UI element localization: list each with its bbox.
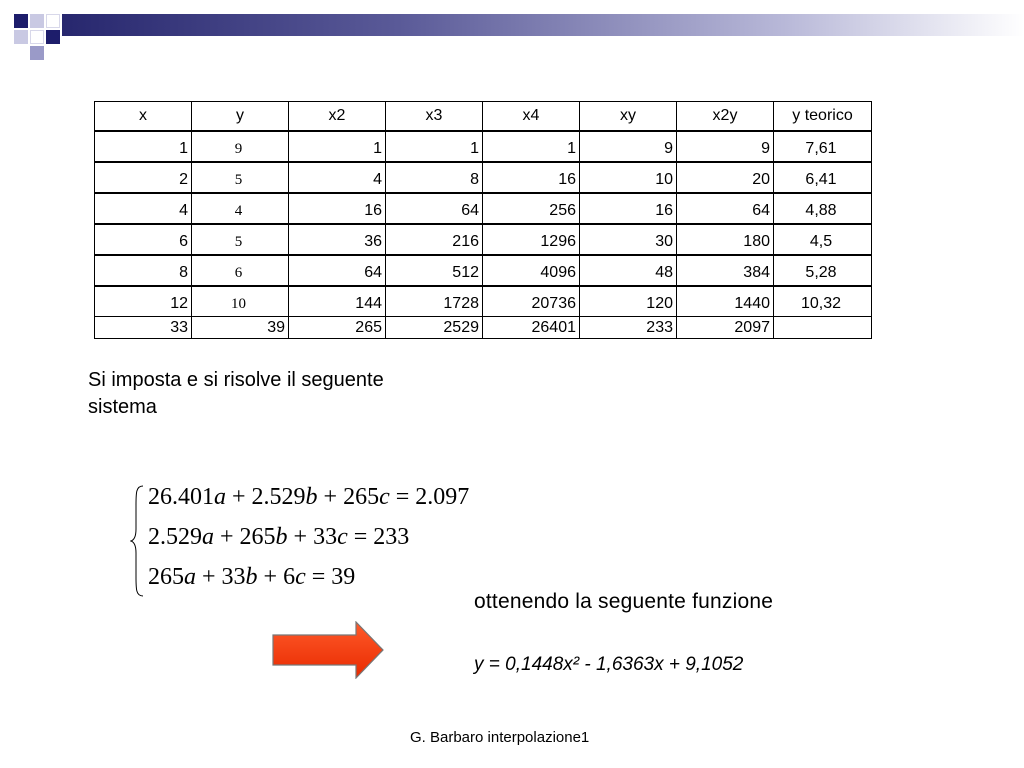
var-a: a — [202, 524, 214, 550]
table-cell: 265 — [289, 316, 386, 338]
table-row — [95, 130, 871, 161]
table-cell: 48 — [580, 254, 677, 285]
table-cell: 144 — [289, 285, 386, 316]
eq3-rhs: 39 — [331, 564, 356, 590]
left-brace-icon — [130, 485, 144, 597]
table-cell: 16 — [483, 161, 580, 192]
var-b: b — [245, 564, 258, 590]
table-cell: 1728 — [386, 285, 483, 316]
header-y-teorico: y teorico — [792, 107, 853, 124]
table-cell: 33 — [95, 316, 192, 338]
var-b: b — [305, 484, 318, 510]
header-square — [30, 46, 44, 60]
table-cell: 4 — [95, 192, 192, 223]
table-cell: 1 — [95, 130, 192, 161]
table-cell: 6,41 — [774, 161, 871, 192]
header-square — [46, 14, 60, 28]
header-y: y — [192, 102, 289, 130]
table-cell: 16 — [289, 192, 386, 223]
table-totals-row — [95, 316, 871, 338]
table-cell: 8 — [95, 254, 192, 285]
table-cell: 4 — [289, 161, 386, 192]
slide-footer: G. Barbaro interpolazione1 — [410, 729, 590, 746]
eq1-coef-b: 2.529 — [251, 484, 306, 510]
equation-3: 265a + 33b + 6c = 39 — [148, 564, 356, 590]
eq2-rhs: 233 — [373, 524, 410, 550]
table-row — [95, 285, 871, 316]
table-cell: 233 — [580, 316, 677, 338]
table-cell: 256 — [483, 192, 580, 223]
header-square — [30, 14, 44, 28]
data-table — [94, 101, 872, 339]
table-cell: 1 — [386, 130, 483, 161]
header-x4: x4 — [483, 102, 580, 130]
table-row — [95, 192, 871, 223]
table-cell: 7,61 — [774, 130, 871, 161]
table-cell: 9 — [580, 130, 677, 161]
result-label: ottenendo la seguente funzione — [474, 590, 774, 613]
eq3-coef-b: 33 — [221, 564, 246, 590]
header-gradient-bar — [62, 14, 1024, 36]
table-cell: 384 — [677, 254, 774, 285]
header-xy: xy — [580, 102, 677, 130]
table-row — [95, 254, 871, 285]
table-cell: 9 — [677, 130, 774, 161]
table-cell: 180 — [677, 223, 774, 254]
table-cell: 10 — [580, 161, 677, 192]
equation-1: 26.401a + 2.529b + 265c = 2.097 — [148, 484, 470, 510]
eq2-coef-c: 33 — [313, 524, 338, 550]
table-cell: 36 — [289, 223, 386, 254]
table-cell: 30 — [580, 223, 677, 254]
table-cell: 20736 — [483, 285, 580, 316]
table-cell: 64 — [289, 254, 386, 285]
right-arrow-icon — [272, 621, 384, 679]
header-x2: x2 — [289, 102, 386, 130]
table-cell: 2097 — [677, 316, 774, 338]
header-square — [14, 30, 28, 44]
table-cell: 4 — [192, 192, 289, 223]
var-c: c — [379, 484, 390, 510]
table-cell: 1 — [483, 130, 580, 161]
var-a: a — [184, 564, 196, 590]
table-cell: 6 — [192, 254, 289, 285]
table-cell: 5,28 — [774, 254, 871, 285]
var-c: c — [337, 524, 348, 550]
table-cell: 64 — [677, 192, 774, 223]
table-cell — [774, 316, 871, 338]
table-cell: 5 — [192, 161, 289, 192]
table-cell: 20 — [677, 161, 774, 192]
system-description: Si imposta e si risolve il seguente sistema — [88, 369, 384, 418]
table-cell: 39 — [192, 316, 289, 338]
equation-2: 2.529a + 265b + 33c = 233 — [148, 524, 410, 550]
table-cell: 8 — [386, 161, 483, 192]
table-row — [95, 223, 871, 254]
table-cell: 2 — [95, 161, 192, 192]
table-header-row — [95, 102, 871, 130]
eq1-rhs: 2.097 — [415, 484, 470, 510]
table-cell: 12 — [95, 285, 192, 316]
header-square — [46, 30, 60, 44]
table-cell: 64 — [386, 192, 483, 223]
var-c: c — [295, 564, 306, 590]
header-x3: x3 — [386, 102, 483, 130]
table-cell: 2529 — [386, 316, 483, 338]
table-cell: 10,32 — [774, 285, 871, 316]
table-row — [95, 161, 871, 192]
eq3-coef-a: 265 — [148, 564, 184, 590]
table-cell: 120 — [580, 285, 677, 316]
eq3-coef-c: 6 — [283, 564, 296, 590]
eq1-coef-a: 26.401 — [148, 484, 214, 510]
table-cell: 1440 — [677, 285, 774, 316]
header-square — [14, 14, 28, 28]
table-cell: 512 — [386, 254, 483, 285]
table-cell: 5 — [192, 223, 289, 254]
header-x: x — [95, 102, 192, 130]
table-cell: 4,5 — [774, 223, 871, 254]
table-cell: 6 — [95, 223, 192, 254]
table-cell: 1296 — [483, 223, 580, 254]
header-square — [30, 30, 44, 44]
table-cell: 1 — [289, 130, 386, 161]
eq1-coef-c: 265 — [343, 484, 380, 510]
table-cell: 4096 — [483, 254, 580, 285]
header-x2y: x2y — [677, 102, 774, 130]
result-formula: y = 0,1448x² - 1,6363x + 9,1052 — [474, 654, 744, 675]
table-cell: 9 — [192, 130, 289, 161]
table-cell: 216 — [386, 223, 483, 254]
var-b: b — [275, 524, 288, 550]
eq2-coef-a: 2.529 — [148, 524, 202, 550]
table-cell: 16 — [580, 192, 677, 223]
table-cell: 4,88 — [774, 192, 871, 223]
table-cell: 10 — [192, 285, 289, 316]
table-cell: 26401 — [483, 316, 580, 338]
var-a: a — [214, 484, 226, 510]
eq2-coef-b: 265 — [239, 524, 276, 550]
